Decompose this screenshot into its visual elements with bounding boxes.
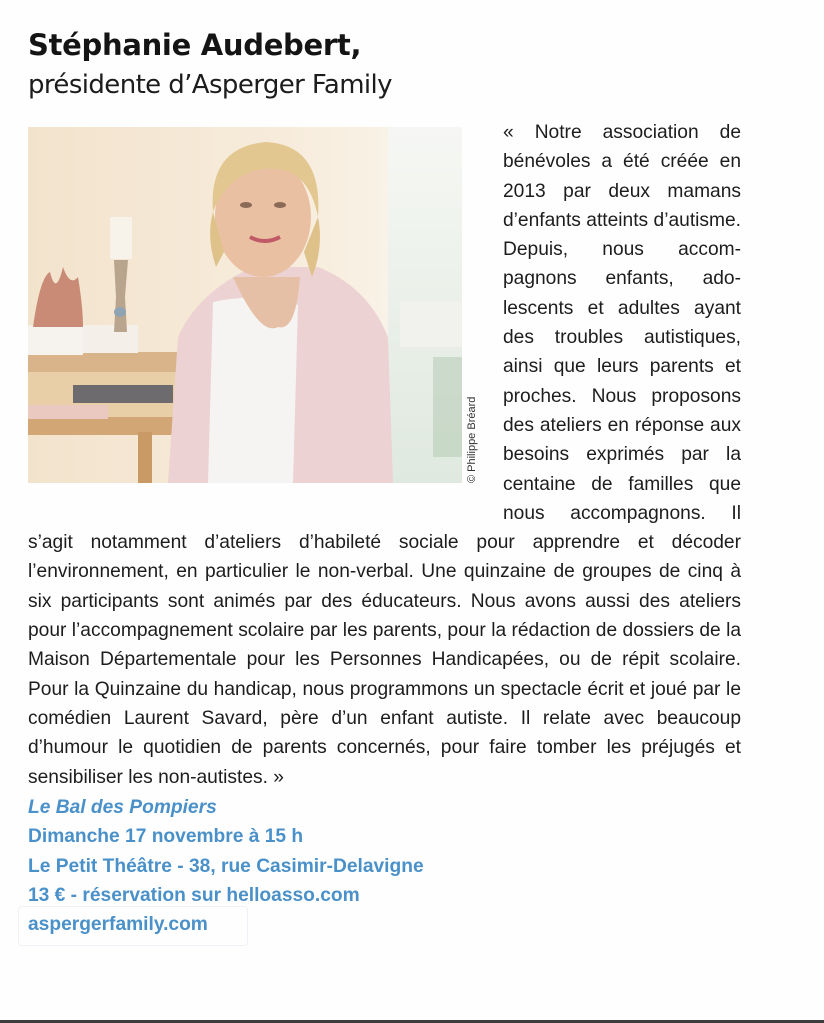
event-info: [28, 793, 424, 939]
event-website-link[interactable]: aspergerfamily.com: [28, 914, 208, 936]
person-role: présidente d’Asperger Family: [28, 70, 392, 100]
photo-wrap-spacer: [28, 118, 503, 501]
event-show-title: Le Bal des Pompiers: [28, 797, 217, 818]
event-price: 13 € - réservation sur helloasso.com: [28, 884, 360, 906]
event-venue: Le Petit Théâtre - 38, rue Casimir-Delavigne: [28, 855, 424, 877]
article-body: [28, 118, 741, 792]
photo-credit: © Philippe Bréard: [466, 396, 478, 483]
person-name: Stéphanie Audebert,: [28, 28, 362, 62]
event-date: Dimanche 17 novembre à 15 h: [28, 826, 304, 848]
interview-quote: « Notre association de bénévoles a été créée en 2013 par deux mamans d’enfants atteints d’autisme. Depuis, nous accompagnons enfants, adolescents et adultes ayant des troubles autistiques, ainsi que leurs parents et proches. Nous proposons des ateliers en réponse aux besoins exprimés par la centaine de familles que nous accompagnons. Il s’agit notamment d’ateliers d’habileté sociale pour apprendre et décoder l’environnement, en particulier le non-verbal. Une quinzaine de groupes de cinq à six participants sont animés par des éducateurs. Nous avons aussi des ateliers pour l’accompagnement scolaire par les parents, pour la rédaction de dossiers de la Maison Départementale pour les Personnes Handicapées, ou de répit scolaire. Pour la Quinzaine du handicap, nous programmons un spectacle écrit et joué par le comédien Laurent Savard, père d’un enfant autiste. Il relate avec beaucoup d’humour le quotidien de parents concernés, pour faire tomber les préjugés et sensibiliser les non-autistes. »: [28, 122, 741, 788]
